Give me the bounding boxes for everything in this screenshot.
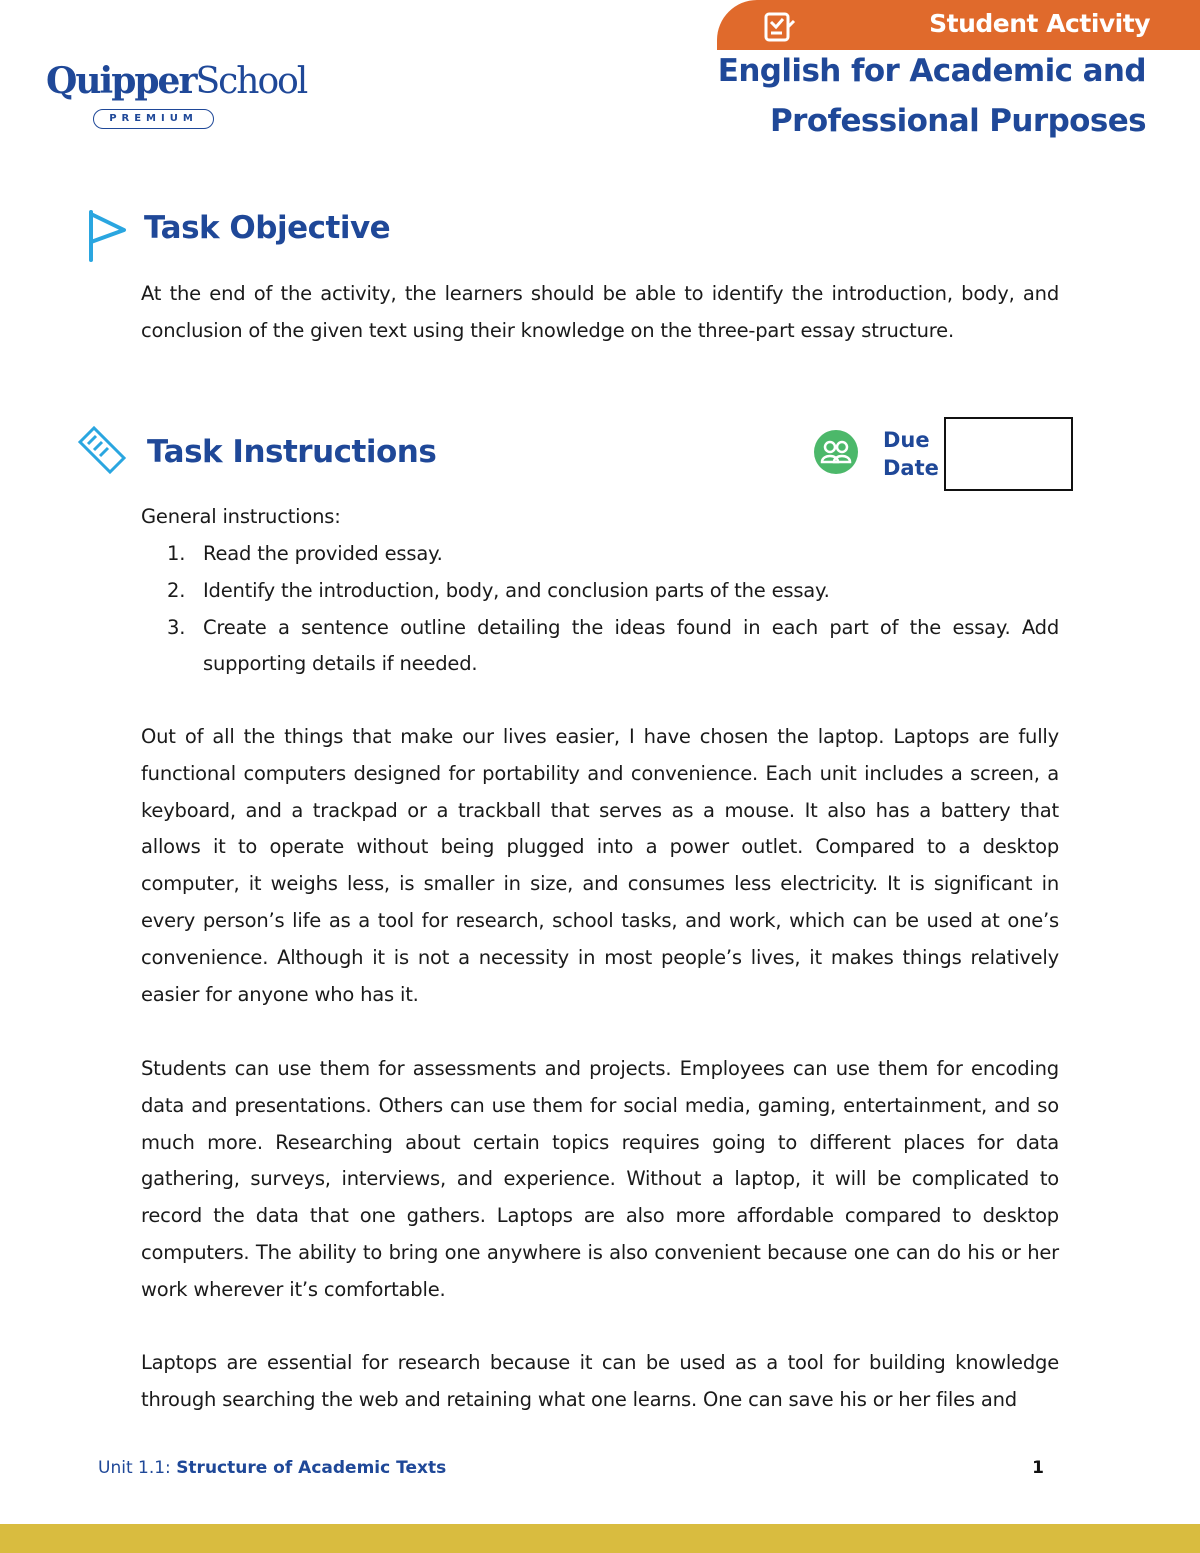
essay-paragraph-3: Laptops are essential for research because it can be used as a tool for building knowledge through searching the web and retaining what one learns. One can save his or her files and [141,1351,1059,1411]
list-item-number: 1. [167,542,186,565]
due-date-label [883,426,939,482]
task-objective-text: At the end of the activity, the learners should be able to identify the introduction, body, and conclusion of the given text using their knowledge on the three-part essay structure. [141,282,1059,342]
footer-unit-label [98,1458,446,1478]
course-title [626,46,1146,146]
essay-paragraph-1: Out of all the things that make our lives easier, I have chosen the laptop. Laptops are fully functional computers designed for portability and convenience. Each unit includes a screen, a keyboard, and a trackpad or a trackball that serves as a mouse. It also has a battery that allows it to operate without being plugged into a power outlet. Compared to a desktop computer, it weighs less, is smaller in size, and consumes less electricity. It is significant in every person’s life as a tool for research, school tasks, and work, which can be used at one’s convenience. Although it is not a necessity in most people’s lives, it makes things relatively easier for anyone who has it. [141,725,1059,1006]
list-item [141,536,1059,573]
task-objective-heading: Task Objective [144,210,391,246]
list-item [141,573,1059,610]
general-instructions-label: General instructions: [141,505,341,528]
flag-icon [86,210,128,262]
course-title-line2: Professional Purposes [770,103,1146,139]
clipboard-check-icon [762,9,796,43]
list-item-number: 2. [167,578,186,602]
task-instructions-heading: Task Instructions [147,434,437,470]
list-item [141,610,1059,684]
due-date-input-box[interactable] [944,417,1073,491]
quipper-school-logo [46,60,306,102]
footer-unit-prefix: Unit 1.1: [98,1458,177,1478]
group-icon [814,430,858,474]
footer-unit-title: Structure of Academic Texts [176,1458,447,1478]
premium-badge: PREMIUM [93,109,214,129]
list-item-text: Identify the introduction, body, and conclusion parts of the essay. [203,578,830,602]
student-activity-label: Student Activity [929,9,1150,38]
list-item-number: 3. [167,615,186,639]
due-date-label-line1: Due [883,428,930,452]
essay-paragraph-2: Students can use them for assessments and projects. Employees can use them for encoding data and presentations. Others can use them for social media, gaming, entertainment, and so much more. Researching about certain topics requires going to different places for data gathering, surveys, interviews, and experience. Without a laptop, it will be complicated to record the data that one gathers. Laptops are also more affordable compared to desktop computers. The ability to bring one anywhere is also convenient because one can do his or her work wherever it’s comfortable. [141,1057,1059,1301]
logo-name-part1: Quipper [46,60,196,102]
due-date-label-line2: Date [883,456,939,480]
logo-name-part2: School [195,61,307,102]
course-title-line1: English for Academic and [717,53,1146,89]
list-item-text: Read the provided essay. [203,542,443,565]
page-number: 1 [1032,1458,1044,1478]
instructions-list [141,536,1059,683]
puzzle-instructions-icon [76,424,128,476]
list-item-text: Create a sentence outline detailing the ideas found in each part of the essay. Add supporting details if needed. [203,615,1059,676]
footer-bar [0,1524,1200,1553]
